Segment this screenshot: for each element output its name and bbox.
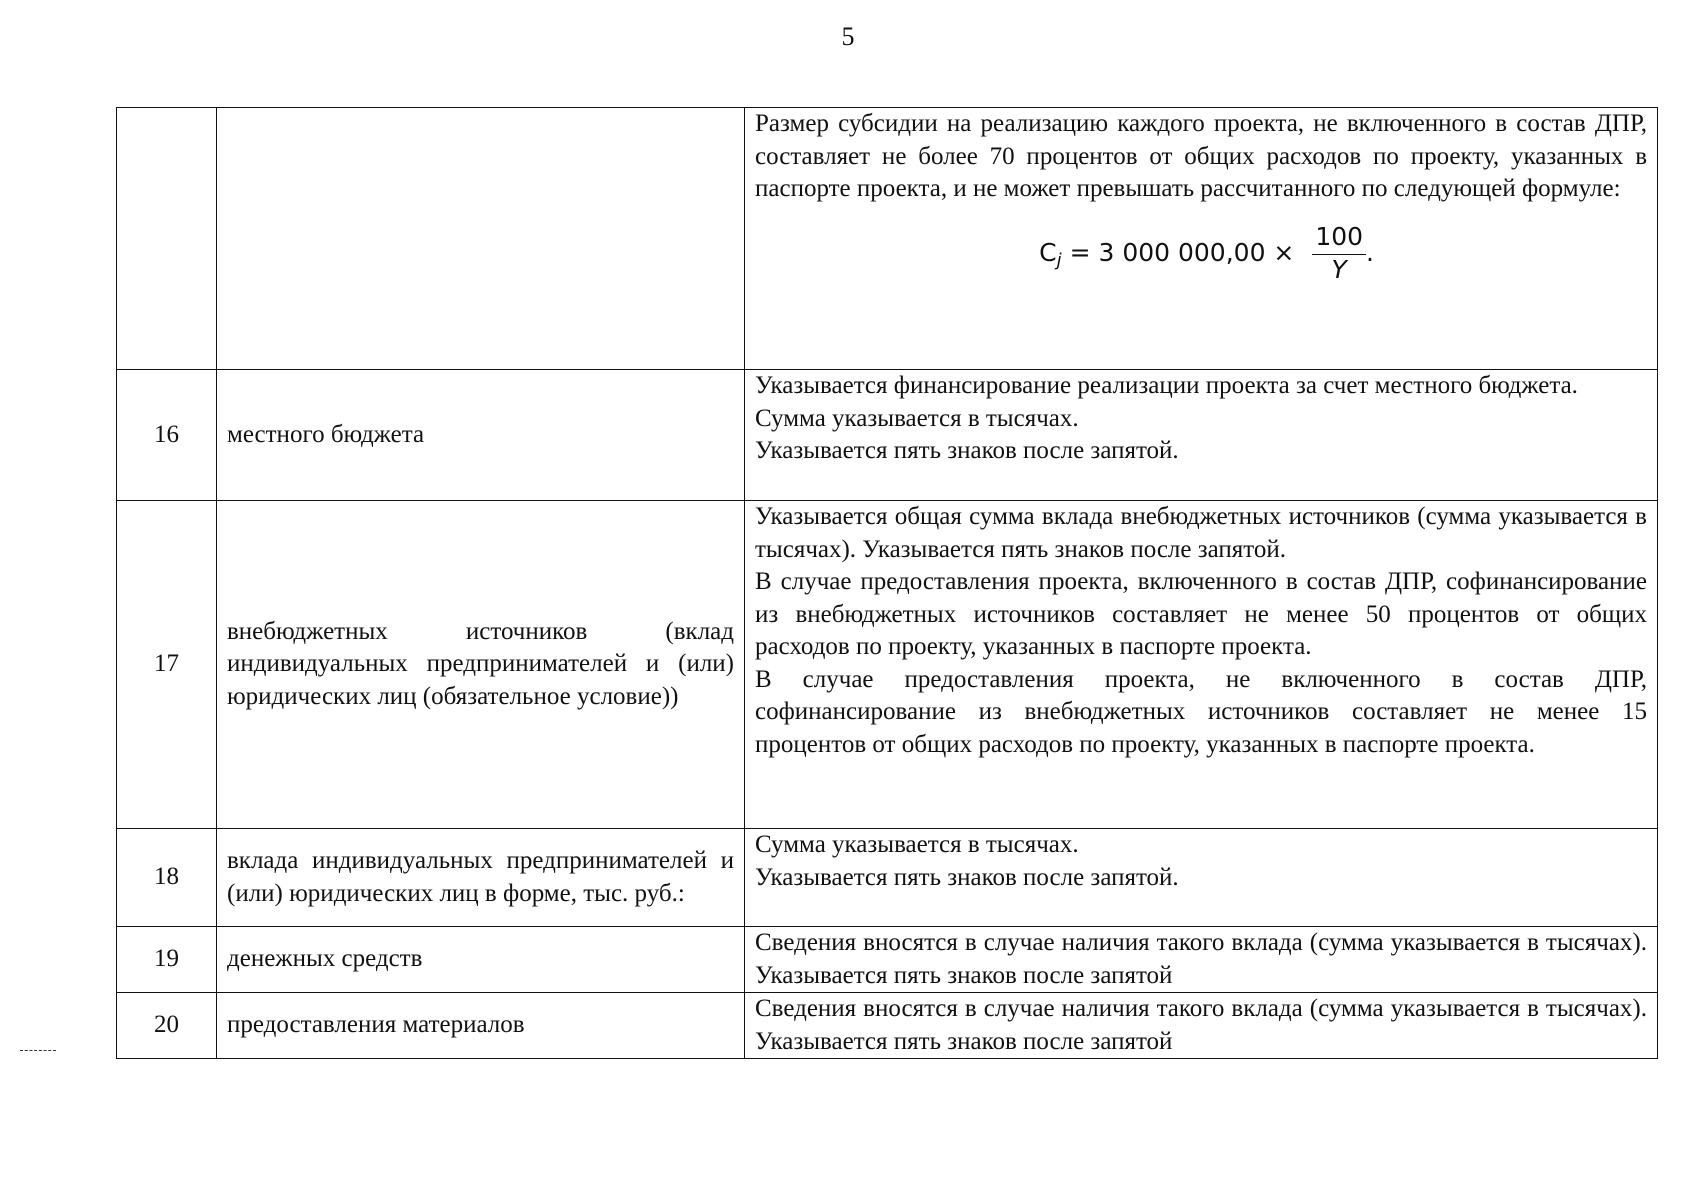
- row-description-cell: [745, 829, 1658, 927]
- row-name-cell: внебюджетных источников (вклад индивидуальных предпринимателей и (или) юридических лиц (обязательное условие)): [217, 501, 745, 829]
- row-number-cell: 19: [117, 927, 217, 993]
- subsidy-size-text: Размер субсидии на реализацию каждого проекта, не включенного в состав ДПР, составляет не более 70 процентов от общих расходов по проекту, указанных в паспорте проекта, и не может превышать рассчитанного по следующей формуле:: [755, 110, 1647, 202]
- table-row: [117, 829, 1658, 927]
- table-row: [117, 993, 1658, 1059]
- formula-middle: = 3 000 000,00 ×: [1061, 237, 1303, 267]
- formula-tail: .: [1366, 237, 1374, 267]
- description-paragraph: В случае предоставления проекта, не включенного в состав ДПР, софинансирование из внебюджетных источников составляет не менее 15 процентов от общих расходов по проекту, указанных в паспорте проекта.: [755, 665, 1647, 758]
- row-number-cell: 16: [117, 370, 217, 501]
- row-name-cell: предоставления материалов: [217, 993, 745, 1059]
- formula-fraction: [1312, 222, 1366, 285]
- row-name-cell: вклада индивидуальных предпринимателей и (или) юридических лиц в форме, тыс. руб.:: [217, 829, 745, 927]
- row-name-cell: местного бюджета: [217, 370, 745, 501]
- formula-lhs: С: [1039, 237, 1057, 267]
- description-paragraph: Указывается пять знаков после запятой.: [755, 863, 1179, 891]
- row-description-cell: [745, 927, 1658, 993]
- margin-dash-mark: [20, 1050, 56, 1051]
- table-row: [117, 501, 1658, 829]
- description-paragraph: Сумма указывается в тысячах.: [755, 404, 1079, 432]
- row-name-cell: [217, 108, 745, 370]
- formula-subscript: j: [1056, 249, 1062, 271]
- table-row-continuation: [117, 108, 1658, 370]
- requirements-table: [116, 107, 1658, 1059]
- subsidy-formula: [755, 222, 1647, 285]
- row-description-cell: [745, 501, 1658, 829]
- row-number-cell: 20: [117, 993, 217, 1059]
- page-number: 5: [841, 22, 855, 51]
- formula-denominator: Y: [1331, 254, 1347, 284]
- description-paragraph: Сведения вносятся в случае наличия такого вклада (сумма указывается в тысячах). Указывается пять знаков после запятой: [755, 929, 1647, 989]
- row-description-cell: [745, 993, 1658, 1059]
- description-paragraph: Указывается финансирование реализации проекта за счет местного бюджета.: [755, 372, 1578, 399]
- table-row: [117, 370, 1658, 501]
- formula-numerator: 100: [1312, 222, 1366, 255]
- row-number-cell: [117, 108, 217, 370]
- description-paragraph: В случае предоставления проекта, включенного в состав ДПР, софинансирование из внебюджетных источников составляет не менее 50 процентов от общих расходов по проекту, указанных в паспорте проекта.: [755, 568, 1647, 660]
- description-paragraph: Указывается пять знаков после запятой.: [755, 437, 1179, 464]
- description-paragraph: Сумма указывается в тысячах.: [755, 831, 1079, 858]
- row-description-cell: [745, 108, 1658, 370]
- description-paragraph: Сведения вносятся в случае наличия такого вклада (сумма указывается в тысячах). Указывается пять знаков после запятой: [755, 995, 1647, 1055]
- row-description-cell: [745, 370, 1658, 501]
- row-number-cell: 17: [117, 501, 217, 829]
- table-row: [117, 927, 1658, 993]
- description-paragraph: Указывается общая сумма вклада внебюджетных источников (сумма указывается в тысячах). Указывается пять знаков после запятой.: [755, 503, 1647, 563]
- row-name-cell: денежных средств: [217, 927, 745, 993]
- row-number-cell: 18: [117, 829, 217, 927]
